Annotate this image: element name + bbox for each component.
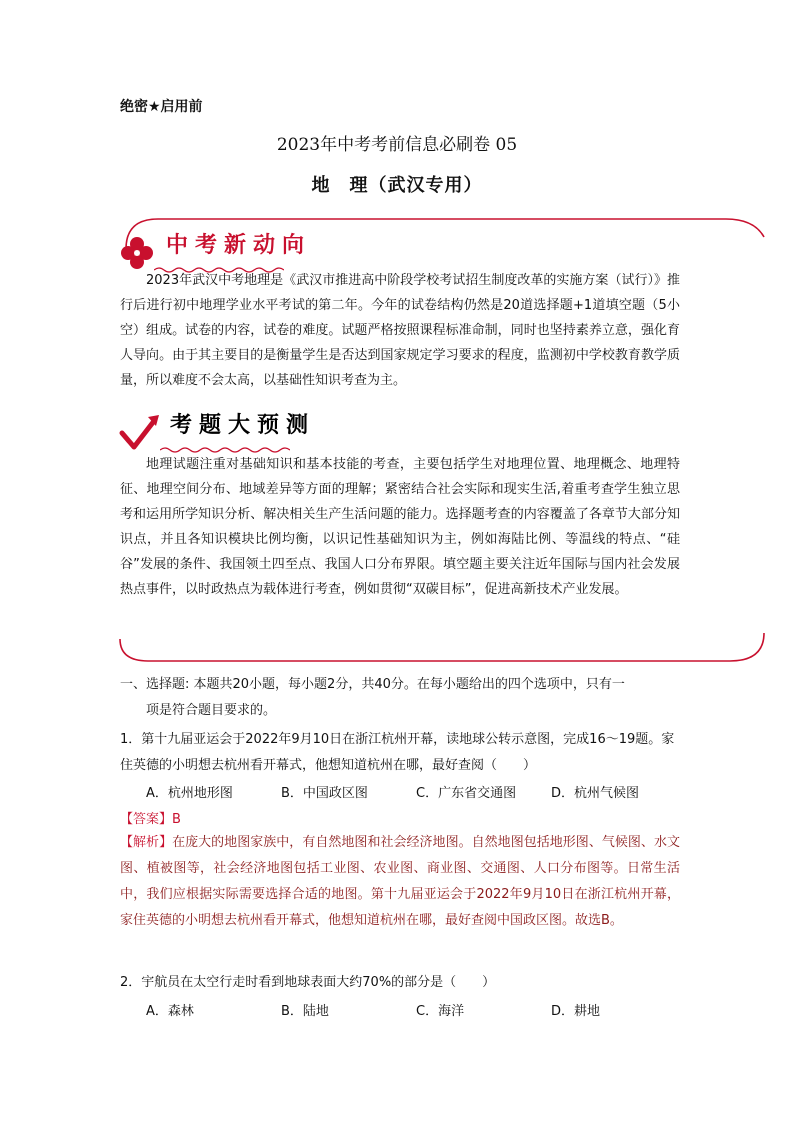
option-a[interactable]: A．森林: [146, 1004, 194, 1019]
option-d[interactable]: D．杭州气候图: [551, 786, 640, 801]
option-b[interactable]: B．陆地: [281, 1004, 329, 1019]
option-c[interactable]: C．海洋: [416, 1004, 465, 1019]
page-title: 2023年中考考前信息必刷卷 05: [276, 135, 518, 155]
instructions-line: 一、选择题: 本题共20小题，每小题2分，共40分。在每小题给出的四个选项中，只有一: [120, 677, 625, 692]
analysis-body: 在庞大的地图家族中，有自然地图和社会经济地图。自然地图包括地形图、气候图、水文图、植被图等，社会经济地图包括工业图、农业图、商业图、交通图、人口分布图等。日常生活中，我们应根据实际需要选择合适的地图。第十九届亚运会于2022年9月10日在浙江杭州开幕，家住英德的小明想去杭州看开幕式，他想知道杭州在哪，最好查阅中国政区图。故选B。: [120, 835, 680, 928]
option-b[interactable]: B．中国政区图: [281, 786, 368, 801]
check-arrow-icon: [118, 413, 160, 453]
section-heading-text: 考题大预测: [170, 413, 316, 438]
analysis-tag: 【解析】: [120, 835, 173, 850]
page-subtitle: 地 理（武汉专用）: [311, 175, 483, 196]
section-instructions: [120, 672, 680, 724]
question-2-stem: 2．宇航员在太空行走时看到地球表面大约70%的部分是（ ）: [120, 975, 496, 990]
question-2-options: [146, 1000, 686, 1019]
question-1-options: [146, 782, 686, 801]
option-d[interactable]: D．耕地: [551, 1004, 601, 1019]
forecast-paragraph: 地理试题注重对基础知识和基本技能的考查，主要包括学生对地理位置、地理概念、地理特征、地理空间分布、地域差异等方面的理解；紧密结合社会实际和现实生活,着重考查学生独立思考和运用所学知识分析、解决相关生产生活问题的能力。选择题考查的内容覆盖了各章节大部分知识点，并且各知识模块比例均衡，以识记性基础知识为主，例如海陆比例、等温线的特点、“硅谷”发展的条件、我国领土四至点、我国人口分布界限。填空题主要关注近年国际与国内社会发展热点事件，以时政热点为载体进行考查，例如贯彻“双碳目标”，促进高新技术产业发展。: [120, 457, 680, 597]
option-c[interactable]: C．广东省交通图: [416, 786, 517, 801]
question-1-stem: 1．第十九届亚运会于2022年9月10日在浙江杭州开幕，读地球公转示意图，完成16～19题。家住英德的小明想去杭州看开幕式，他想知道杭州在哪，最好查阅（ ）: [120, 732, 675, 773]
section-heading-text: 中考新动向: [166, 233, 312, 258]
analysis-text: [120, 830, 680, 934]
secret-label: 绝密★启用前: [120, 99, 203, 115]
answer-label: 【答案】B: [120, 812, 181, 827]
section-heading-forecast: [118, 408, 315, 458]
trends-paragraph: 2023年武汉中考地理是《武汉市推进高中阶段学校考试招生制度改革的实施方案（试行）》推行后进行初中地理学业水平考试的第二年。今年的试卷结构仍然是20道选择题+1道填空题（5小空）组成。试卷的内容，试卷的难度。试题严格按照课程标准命制，同时也坚持素养立意，强化育人导向。由于其主要目的是衡量学生是否达到国家规定学习要求的程度，监测初中学校教育教学质量，所以难度不会太高，以基础性知识考查为主。: [120, 273, 680, 388]
option-a[interactable]: A．杭州地形图: [146, 786, 233, 801]
flower-icon: [120, 236, 154, 270]
instructions-line: 项是符合题目要求的。: [146, 703, 277, 718]
